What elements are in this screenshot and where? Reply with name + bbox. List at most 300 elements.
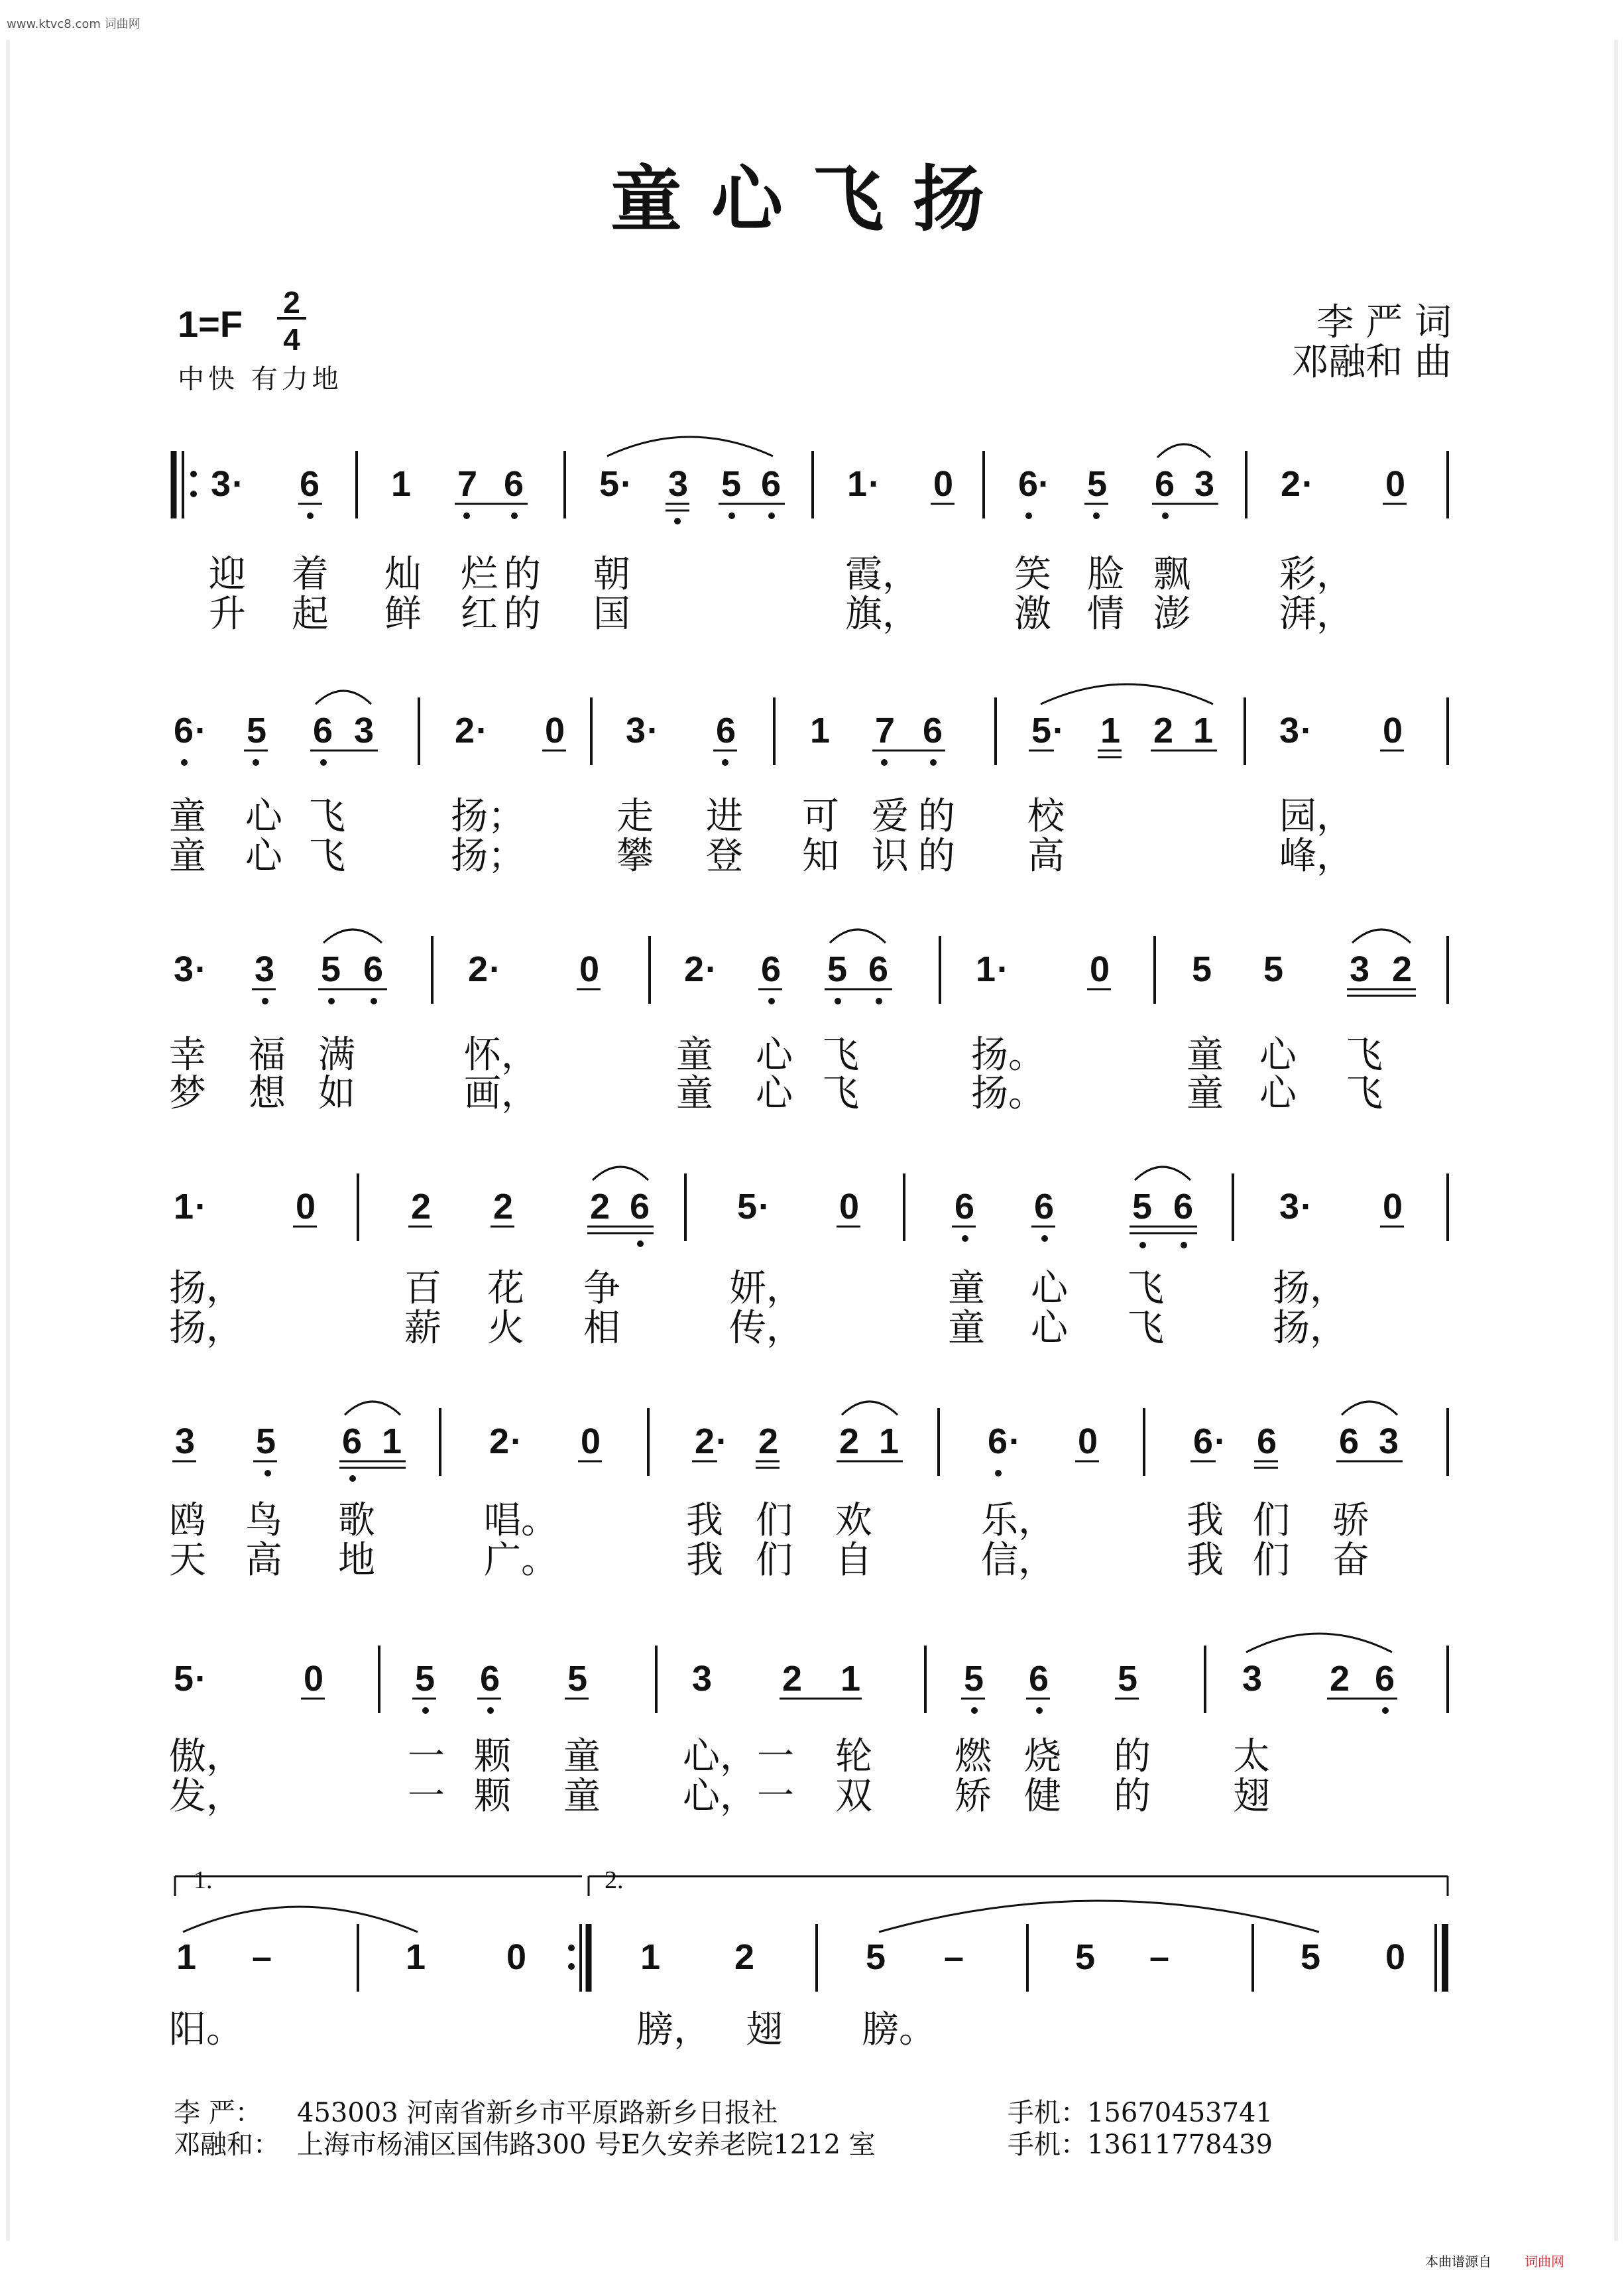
lyric-syllable: 骄	[1332, 1499, 1369, 1542]
lyric-syllable: 扬。	[971, 1034, 1045, 1077]
lyrics-row-6-verse-2	[169, 1775, 1270, 1818]
lyric-syllable: 飞	[1127, 1267, 1164, 1310]
note: 2	[1281, 464, 1301, 504]
note: 3	[626, 711, 646, 751]
second-ending-label: 2.	[605, 1866, 624, 1894]
slur	[323, 930, 382, 943]
lyric-syllable: 心	[1259, 1072, 1297, 1115]
note: ·	[510, 1421, 522, 1461]
note: 3	[211, 464, 231, 504]
slur	[842, 1402, 898, 1415]
note: ·	[476, 711, 488, 751]
note: 5	[174, 1659, 194, 1699]
lyric-syllable: 广。	[484, 1539, 558, 1582]
lyric-syllable: 幸	[169, 1034, 206, 1077]
lyric-syllable: 们	[756, 1499, 793, 1542]
note: 3	[692, 1659, 713, 1699]
lyric-syllable: 薪	[404, 1307, 441, 1350]
note: 5	[866, 1937, 886, 1977]
note: 6	[1193, 1421, 1214, 1461]
lyric-syllable: 傲，	[169, 1735, 243, 1778]
note: 6	[868, 949, 889, 989]
note: 6	[480, 1659, 500, 1699]
note: 1	[976, 949, 996, 989]
note: 6	[504, 464, 524, 504]
note: ·	[716, 1421, 728, 1461]
lyrics-row-2-verse-1	[169, 795, 1354, 838]
song-title: 童心飞扬	[610, 158, 1014, 241]
lyric-syllable: 飞	[308, 795, 345, 838]
lyric-syllable: 园，	[1279, 795, 1354, 838]
lyric-syllable: 童	[169, 795, 206, 838]
lyric-syllable: 飞	[822, 1034, 859, 1077]
lyric-syllable: 识	[872, 835, 909, 878]
note: 0	[933, 464, 954, 504]
lyric-syllable: 飘	[1153, 553, 1190, 596]
system-7	[169, 1866, 1448, 2051]
lyric-syllable: 欢	[835, 1499, 872, 1542]
contact-info	[174, 2098, 1273, 2160]
note: 3	[1194, 464, 1215, 504]
note: 5	[599, 464, 620, 504]
note: 2	[468, 949, 489, 989]
lyric-syllable: 心	[245, 835, 282, 878]
lyric-syllable: 红	[461, 593, 498, 636]
lyric-syllable: 乐，	[981, 1499, 1055, 1542]
note: ·	[195, 711, 207, 751]
note: 5	[827, 949, 848, 989]
lyric-syllable: 阳。	[169, 2008, 243, 2051]
note: 3	[1350, 949, 1370, 989]
lyric-syllable: 脸	[1087, 553, 1124, 596]
lyric-syllable: 笑	[1014, 553, 1051, 596]
lyric-syllable: 翅	[746, 2008, 783, 2051]
note: 5	[567, 1659, 588, 1699]
lyric-syllable: 校	[1027, 795, 1065, 838]
note: 2	[1153, 711, 1174, 751]
contact-phone: 手机：15670453741	[1008, 2098, 1273, 2128]
note: 2	[734, 1937, 755, 1977]
lyric-syllable: 画，	[464, 1072, 538, 1115]
note: 2	[839, 1421, 860, 1461]
lyric-syllable: 我	[686, 1499, 723, 1542]
lyric-syllable: 鸥	[169, 1499, 206, 1542]
lyric-syllable: 扬，	[169, 1307, 243, 1350]
lyric-syllable: 扬；	[451, 835, 525, 878]
system-3	[169, 930, 1448, 1115]
lyric-syllable: 心	[245, 795, 282, 838]
lyric-syllable: 扬；	[451, 795, 525, 838]
note: 5	[737, 1187, 758, 1227]
lyric-syllable: 烧	[1024, 1735, 1061, 1778]
lyric-syllable: 起	[292, 593, 329, 636]
lyric-syllable: 国	[593, 593, 630, 636]
note: 2	[684, 949, 705, 989]
contact-name: 李 严：	[174, 2098, 262, 2128]
lyric-syllable: 双	[835, 1775, 872, 1818]
slur	[1246, 1634, 1392, 1652]
lyric-syllable: 们	[1253, 1499, 1290, 1542]
second-ending-bracket	[589, 1866, 1448, 1896]
note: 6	[1339, 1421, 1360, 1461]
contact-address: 453003 河南省新乡市平原路新乡日报社	[297, 2098, 778, 2128]
note: 5	[321, 949, 341, 989]
note: 5	[1118, 1659, 1138, 1699]
lyric-syllable: 梦	[169, 1072, 206, 1115]
lyric-syllable: 的	[1114, 1775, 1151, 1818]
note: 1	[810, 711, 831, 751]
note: ·	[489, 949, 501, 989]
note: ·	[620, 464, 632, 504]
first-ending-label: 1.	[194, 1866, 213, 1894]
note: 6	[1257, 1421, 1277, 1461]
note: 6	[174, 711, 194, 751]
lyric-syllable: 童	[948, 1307, 985, 1350]
note: 3	[1279, 711, 1300, 751]
note: 3	[175, 1421, 196, 1461]
note: 5	[1132, 1187, 1153, 1227]
system-1	[174, 437, 1448, 636]
note: 6	[716, 711, 736, 751]
note: 5	[1192, 949, 1212, 989]
note: 6	[630, 1187, 650, 1227]
lyric-syllable: 争	[583, 1267, 620, 1310]
note: 5	[1075, 1937, 1096, 1977]
lyric-syllable: 飞	[1346, 1072, 1383, 1115]
lyric-syllable: 歌	[338, 1499, 375, 1542]
note: 6	[313, 711, 333, 751]
note: 5	[415, 1659, 435, 1699]
lyric-syllable: 扬。	[971, 1072, 1045, 1115]
note: ·	[758, 1187, 770, 1227]
lyric-syllable: 一	[408, 1775, 445, 1818]
lyric-syllable: 着	[292, 553, 329, 596]
lyrics-row-2-verse-2	[169, 835, 1354, 878]
note: 7	[875, 711, 896, 751]
lyric-syllable: 花	[487, 1267, 524, 1310]
note: 6	[988, 1421, 1008, 1461]
lyric-syllable: 走	[616, 795, 654, 838]
lyric-syllable: 澎	[1153, 593, 1190, 636]
system-4	[169, 1167, 1448, 1350]
lyric-syllable: 火	[487, 1307, 524, 1350]
note: 6	[1034, 1187, 1055, 1227]
lyric-syllable: 奋	[1332, 1539, 1369, 1582]
note: 3	[174, 949, 194, 989]
lyric-syllable: 心	[1031, 1307, 1068, 1350]
lyric-syllable: 翅	[1233, 1775, 1270, 1818]
lyrics-row-3-verse-2	[169, 1072, 1383, 1115]
note: 6	[761, 464, 782, 504]
lyrics-row-3-verse-1	[169, 1034, 1383, 1077]
note: ·	[868, 464, 880, 504]
lyric-syllable: 升	[209, 593, 246, 636]
lyric-syllable: 传，	[729, 1307, 803, 1350]
slur	[593, 1167, 648, 1180]
lyric-syllable: 烂	[461, 553, 498, 596]
note: 1	[391, 464, 412, 504]
note: 0	[296, 1187, 316, 1227]
lyric-syllable: 矫	[955, 1775, 992, 1818]
lyric-syllable: 飞	[1346, 1034, 1383, 1077]
lyric-syllable: 鸟	[245, 1499, 282, 1542]
lyric-syllable: 高	[245, 1539, 282, 1582]
note: 5	[1263, 949, 1284, 989]
lyric-syllable: 心	[1031, 1267, 1068, 1310]
slur	[607, 437, 773, 456]
lyric-syllable: 我	[1187, 1499, 1224, 1542]
note: 0	[545, 711, 565, 751]
note: 6	[363, 949, 384, 989]
note: 1	[879, 1421, 899, 1461]
note: 5	[256, 1421, 276, 1461]
lyric-syllable: 轮	[835, 1735, 872, 1778]
note: 2	[411, 1187, 432, 1227]
note: 5	[721, 464, 742, 504]
time-signature-top: 2	[283, 285, 300, 320]
system-5	[169, 1402, 1448, 1582]
lyrics-row-1-verse-2	[209, 593, 1354, 636]
lyricist-credit: 李 严 词	[1316, 301, 1452, 344]
note: 6	[342, 1421, 363, 1461]
note: 1	[406, 1937, 426, 1977]
lyric-syllable: 童	[563, 1735, 601, 1778]
contact-address: 上海市杨浦区国伟路300 号E久安养老院1212 室	[297, 2130, 876, 2160]
note: 1	[1100, 711, 1121, 751]
note: –	[252, 1937, 272, 1977]
slur	[316, 691, 371, 704]
note: 6	[1173, 1187, 1194, 1227]
note: 3	[1379, 1421, 1399, 1461]
lyric-syllable: 的	[1114, 1735, 1151, 1778]
lyric-syllable: 知	[802, 835, 839, 878]
slur	[1342, 1402, 1397, 1415]
note: 6	[1155, 464, 1175, 504]
note: ·	[1053, 711, 1065, 751]
lyrics-row-5-verse-1	[169, 1499, 1369, 1542]
lyric-syllable: 童	[1187, 1034, 1224, 1077]
note: 0	[1385, 1937, 1406, 1977]
lyric-syllable: 登	[706, 835, 743, 878]
note: ·	[705, 949, 717, 989]
note: 5	[1031, 711, 1052, 751]
lyric-syllable: 颗	[474, 1775, 511, 1818]
note: 0	[1383, 1187, 1403, 1227]
lyric-syllable: 心，一	[683, 1735, 794, 1778]
lyric-syllable: 想	[249, 1072, 286, 1115]
lyric-syllable: 高	[1027, 835, 1065, 878]
lyric-syllable: 信，	[981, 1539, 1055, 1582]
key-signature: 1=F	[178, 303, 243, 345]
lyric-syllable: 飞	[1127, 1307, 1164, 1350]
note: 2	[455, 711, 475, 751]
note: 2	[493, 1187, 514, 1227]
note: ·	[1302, 464, 1314, 504]
note: 3	[1242, 1659, 1263, 1699]
slur	[1157, 444, 1210, 457]
lyric-syllable: 福	[249, 1034, 286, 1077]
note: 0	[1090, 949, 1110, 989]
time-signature-bottom: 4	[283, 322, 300, 357]
lyric-syllable: 的	[918, 835, 955, 878]
note: ·	[647, 711, 659, 751]
note: 1	[176, 1937, 197, 1977]
note: 0	[839, 1187, 860, 1227]
note: 1	[640, 1937, 661, 1977]
note: 0	[304, 1659, 324, 1699]
lyric-syllable: 童	[563, 1775, 601, 1818]
lyric-syllable: 心	[1259, 1034, 1297, 1077]
lyric-syllable: 如	[318, 1072, 355, 1115]
lyric-syllable: 健	[1024, 1775, 1061, 1818]
lyric-syllable: 的	[504, 553, 541, 596]
lyrics-row-5-verse-2	[169, 1539, 1369, 1582]
lyric-syllable: 相	[583, 1307, 620, 1350]
note: 0	[1385, 464, 1406, 504]
slur	[1352, 930, 1411, 943]
lyric-syllable: 唱。	[484, 1499, 558, 1542]
note: ·	[195, 1187, 207, 1227]
note: 2	[1392, 949, 1413, 989]
tempo-marking: 中快 有力地	[178, 364, 343, 394]
note: ·	[997, 949, 1009, 989]
lyric-syllable: 飞	[822, 1072, 859, 1115]
note: 0	[1383, 711, 1403, 751]
composer-credit: 邓融和 曲	[1291, 341, 1452, 384]
lyric-syllable: 我	[686, 1539, 723, 1582]
note: 6	[1029, 1659, 1049, 1699]
lyrics-row-4-verse-2	[169, 1307, 1347, 1350]
note: 2	[695, 1421, 715, 1461]
note: –	[944, 1937, 964, 1977]
first-ending-bracket	[175, 1866, 582, 1896]
lyric-syllable: 旗，	[845, 593, 919, 636]
lyric-syllable: 鲜	[384, 593, 422, 636]
lyric-syllable: 们	[1253, 1539, 1290, 1582]
lyrics-row-6-verse-1	[169, 1735, 1270, 1778]
lyric-syllable: 攀	[616, 835, 654, 878]
lyric-syllable: 童	[676, 1034, 713, 1077]
lyric-syllable: 地	[338, 1539, 375, 1582]
lyric-syllable: 太	[1233, 1735, 1270, 1778]
note: 5	[964, 1659, 984, 1699]
note: 6	[300, 464, 320, 504]
footer-source: 本曲谱源自	[1425, 2254, 1491, 2269]
note: ·	[1301, 711, 1312, 751]
lyric-syllable: 的	[504, 593, 541, 636]
note: ·	[1301, 1187, 1312, 1227]
note: ·	[1009, 1421, 1021, 1461]
note: 0	[581, 1421, 601, 1461]
lyric-syllable: 进	[706, 795, 743, 838]
lyric-syllable: 彩，	[1279, 553, 1354, 596]
lyrics-row-1-verse-1	[209, 553, 1354, 596]
lyric-syllable: 扬，	[169, 1267, 243, 1310]
note: ·	[1214, 1421, 1226, 1461]
lyric-syllable: 童	[676, 1072, 713, 1115]
note: ·	[195, 949, 207, 989]
note: ·	[1038, 464, 1050, 504]
note: 5	[1087, 464, 1108, 504]
note: 6	[1018, 464, 1039, 504]
lyric-syllable: 妍，	[729, 1267, 803, 1310]
note: ·	[195, 1659, 207, 1699]
lyric-syllable: 迎	[209, 553, 246, 596]
system-6	[169, 1634, 1448, 1818]
lyric-syllable: 灿	[384, 553, 422, 596]
lyric-syllable: 满	[318, 1034, 355, 1077]
lyric-syllable: 天	[169, 1539, 206, 1582]
lyric-syllable: 自	[835, 1539, 872, 1582]
note: 3	[354, 711, 375, 751]
note: 0	[506, 1937, 527, 1977]
note: 5	[1301, 1937, 1321, 1977]
slur	[1041, 684, 1213, 704]
lyric-syllable: 激	[1014, 593, 1051, 636]
note: 1	[174, 1187, 194, 1227]
slur	[183, 1907, 418, 1932]
lyric-syllable: 童	[948, 1267, 985, 1310]
note: 1	[1193, 711, 1214, 751]
note: 3	[668, 464, 689, 504]
note: 6	[923, 711, 943, 751]
site-header: www.ktvc8.com 词曲网	[7, 17, 141, 31]
lyric-syllable: 我	[1187, 1539, 1224, 1582]
lyric-syllable: 膀。	[862, 2008, 936, 2051]
note: 5	[247, 711, 267, 751]
lyric-syllable: 扬，	[1273, 1307, 1347, 1350]
lyric-syllable: 心	[756, 1034, 793, 1077]
slur	[830, 930, 886, 943]
note: 0	[579, 949, 600, 989]
lyric-syllable: 的	[918, 795, 955, 838]
lyric-syllable: 霞，	[845, 553, 919, 596]
lyric-syllable: 朝	[593, 553, 630, 596]
note: 1	[847, 464, 868, 504]
lyric-syllable: 怀，	[464, 1034, 538, 1077]
lyric-syllable: 一	[408, 1735, 445, 1778]
system-2	[169, 684, 1448, 878]
lyric-syllable: 膀，	[636, 2008, 711, 2051]
footer-site-link[interactable]: 词曲网	[1525, 2254, 1564, 2269]
lyric-syllable: 湃，	[1279, 593, 1354, 636]
lyric-syllable: 心	[756, 1072, 793, 1115]
lyrics-row-7	[169, 2008, 936, 2051]
note: –	[1149, 1937, 1170, 1977]
lyric-syllable: 童	[1187, 1072, 1224, 1115]
note: 3	[1279, 1187, 1300, 1227]
lyric-syllable: 可	[802, 795, 839, 838]
note: 3	[255, 949, 275, 989]
lyric-syllable: 扬，	[1273, 1267, 1347, 1310]
note: 1	[382, 1421, 402, 1461]
contact-name: 邓融和：	[174, 2130, 280, 2160]
lyric-syllable: 发，	[169, 1775, 243, 1818]
lyric-syllable: 童	[169, 835, 206, 878]
lyric-syllable: 百	[404, 1267, 441, 1310]
slur	[1135, 1167, 1190, 1180]
lyric-syllable: 燃	[955, 1735, 992, 1778]
contact-phone: 手机：13611778439	[1008, 2130, 1273, 2160]
note: 6	[955, 1187, 975, 1227]
lyric-syllable: 峰，	[1279, 835, 1354, 878]
note: 1	[841, 1659, 861, 1699]
note: 0	[1078, 1421, 1098, 1461]
lyric-syllable: 心，一	[683, 1775, 794, 1818]
note: 2	[1330, 1659, 1350, 1699]
note: 2	[590, 1187, 610, 1227]
note: 2	[782, 1659, 803, 1699]
